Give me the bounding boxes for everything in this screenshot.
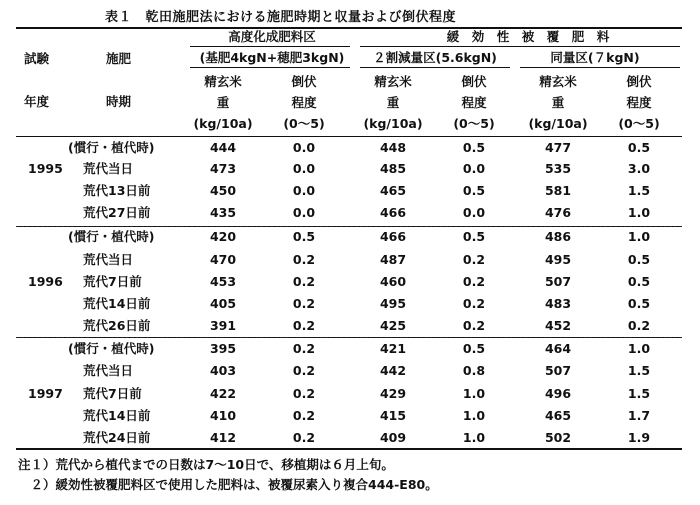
lodging-cell: 0.2 xyxy=(462,318,486,333)
yield-cell: 477 xyxy=(544,140,572,155)
yield-cell: 453 xyxy=(209,274,237,289)
yield-cell: 448 xyxy=(379,140,407,155)
timing-cell: 荒代26日前 xyxy=(83,318,151,333)
yield-cell: 452 xyxy=(544,318,572,333)
yield-cell: 473 xyxy=(209,161,237,176)
yield-cell: 395 xyxy=(209,341,237,356)
timing-cell: 荒代14日前 xyxy=(83,296,151,311)
yield-cell: 425 xyxy=(379,318,407,333)
lodging-cell: 0.0 xyxy=(292,140,316,155)
timing-cell: 荒代24日前 xyxy=(83,430,151,445)
footnote-1: 注１）荒代から植代までの日数は7〜10日で、移植期は６月上旬。 xyxy=(18,457,394,472)
yield-cell: 465 xyxy=(544,408,572,423)
timing-cell: 荒代13日前 xyxy=(83,183,151,198)
group-b-title: 緩 効 性 被 覆 肥 料 xyxy=(446,29,610,44)
lodging-cell: 0.5 xyxy=(292,229,316,244)
lodging-cell: 0.0 xyxy=(462,161,486,176)
yield-cell: 466 xyxy=(379,205,407,220)
yield-header-unit: (kg/10a) xyxy=(363,116,423,131)
timing-cell: 荒代当日 xyxy=(83,161,134,176)
lodging-cell: 0.2 xyxy=(462,252,486,267)
yield-cell: 415 xyxy=(379,408,407,423)
yield-cell: 470 xyxy=(209,252,237,267)
yield-cell: 495 xyxy=(544,252,572,267)
yield-cell: 581 xyxy=(544,183,572,198)
lodging-header-unit: (0〜5) xyxy=(618,116,660,131)
timing-cell: 荒代7日前 xyxy=(83,386,142,401)
year-cell: 1996 xyxy=(28,274,63,289)
yield-cell: 412 xyxy=(209,430,237,445)
yield-cell: 496 xyxy=(544,386,572,401)
lodging-cell: 0.8 xyxy=(462,363,486,378)
lodging-header-l2: 程度 xyxy=(626,95,652,110)
yield-cell: 485 xyxy=(379,161,407,176)
yield-cell: 483 xyxy=(544,296,572,311)
timing-cell: 荒代当日 xyxy=(83,363,134,378)
header-bottom-rule xyxy=(16,136,682,137)
yield-cell: 495 xyxy=(379,296,407,311)
yield-cell: 420 xyxy=(209,229,237,244)
group-b2-underline xyxy=(520,67,680,68)
yield-header-l2: 重 xyxy=(216,95,230,110)
group-a-subtitle: (基肥4kgN+穂肥3kgN) xyxy=(199,50,345,65)
lodging-cell: 0.2 xyxy=(462,296,486,311)
lodging-header-unit: (0〜5) xyxy=(283,116,325,131)
group-b-underline xyxy=(360,46,680,47)
timing-cell: 荒代27日前 xyxy=(83,205,151,220)
bottom-rule xyxy=(16,448,682,450)
yield-header-l1: 精玄米 xyxy=(539,74,577,89)
lodging-cell: 0.5 xyxy=(462,229,486,244)
group-b1-title: ２割減量区(5.6kgN) xyxy=(373,50,497,65)
lodging-cell: 0.2 xyxy=(627,318,651,333)
lodging-cell: 0.5 xyxy=(462,341,486,356)
header-time-bottom: 時期 xyxy=(106,94,132,109)
lodging-cell: 0.0 xyxy=(292,183,316,198)
lodging-cell: 0.2 xyxy=(292,341,316,356)
footnote-2: ２）緩効性被覆肥料区で使用した肥料は、被覆尿素入り複合444-E80。 xyxy=(18,477,438,492)
yield-cell: 444 xyxy=(209,140,237,155)
lodging-cell: 1.7 xyxy=(627,408,651,423)
yield-cell: 403 xyxy=(209,363,237,378)
lodging-header-l1: 倒伏 xyxy=(626,74,652,89)
year-divider xyxy=(16,226,682,227)
lodging-cell: 0.2 xyxy=(292,274,316,289)
header-year-bottom: 年度 xyxy=(24,94,50,109)
lodging-cell: 0.5 xyxy=(627,140,651,155)
group-a-sub-underline xyxy=(190,67,350,68)
yield-cell: 435 xyxy=(209,205,237,220)
header-time-top: 施肥 xyxy=(106,51,132,66)
timing-cell: 荒代14日前 xyxy=(83,408,151,423)
yield-header-l2: 重 xyxy=(551,95,565,110)
lodging-cell: 0.5 xyxy=(627,252,651,267)
yield-cell: 507 xyxy=(544,363,572,378)
lodging-cell: 1.0 xyxy=(627,205,651,220)
lodging-header-l2: 程度 xyxy=(461,95,487,110)
group-b1-underline xyxy=(360,67,510,68)
lodging-cell: 1.0 xyxy=(627,341,651,356)
lodging-header-l1: 倒伏 xyxy=(291,74,317,89)
lodging-cell: 1.5 xyxy=(627,183,651,198)
header-year-top: 試験 xyxy=(24,51,50,66)
yield-cell: 465 xyxy=(379,183,407,198)
lodging-cell: 0.5 xyxy=(627,296,651,311)
lodging-cell: 0.0 xyxy=(292,161,316,176)
year-divider xyxy=(16,337,682,338)
lodging-cell: 3.0 xyxy=(627,161,651,176)
lodging-cell: 0.5 xyxy=(462,183,486,198)
table-title: 表１ 乾田施肥法における施肥時期と収量および倒伏程度 xyxy=(105,10,457,25)
timing-cell: (慣行・植代時) xyxy=(68,229,155,244)
lodging-cell: 0.2 xyxy=(292,408,316,423)
lodging-cell: 0.2 xyxy=(292,252,316,267)
lodging-cell: 0.2 xyxy=(292,363,316,378)
lodging-cell: 1.5 xyxy=(627,386,651,401)
yield-cell: 466 xyxy=(379,229,407,244)
yield-cell: 429 xyxy=(379,386,407,401)
lodging-cell: 1.9 xyxy=(627,430,651,445)
yield-cell: 442 xyxy=(379,363,407,378)
yield-header-unit: (kg/10a) xyxy=(193,116,253,131)
group-a-underline xyxy=(190,46,350,47)
lodging-header-unit: (0〜5) xyxy=(453,116,495,131)
lodging-header-l1: 倒伏 xyxy=(461,74,487,89)
lodging-header-l2: 程度 xyxy=(291,95,317,110)
lodging-cell: 1.0 xyxy=(462,430,486,445)
yield-cell: 460 xyxy=(379,274,407,289)
timing-cell: 荒代7日前 xyxy=(83,274,142,289)
year-cell: 1995 xyxy=(28,161,63,176)
yield-header-unit: (kg/10a) xyxy=(528,116,588,131)
lodging-cell: 0.2 xyxy=(292,296,316,311)
yield-header-l2: 重 xyxy=(386,95,400,110)
yield-header-l1: 精玄米 xyxy=(204,74,242,89)
yield-cell: 486 xyxy=(544,229,572,244)
yield-cell: 409 xyxy=(379,430,407,445)
yield-cell: 535 xyxy=(544,161,572,176)
lodging-cell: 1.5 xyxy=(627,363,651,378)
lodging-cell: 0.2 xyxy=(292,318,316,333)
yield-cell: 502 xyxy=(544,430,572,445)
timing-cell: (慣行・植代時) xyxy=(68,341,155,356)
timing-cell: 荒代当日 xyxy=(83,252,134,267)
yield-cell: 476 xyxy=(544,205,572,220)
lodging-cell: 1.0 xyxy=(462,386,486,401)
lodging-cell: 0.0 xyxy=(462,205,486,220)
yield-cell: 422 xyxy=(209,386,237,401)
yield-cell: 507 xyxy=(544,274,572,289)
lodging-cell: 0.5 xyxy=(462,140,486,155)
yield-cell: 464 xyxy=(544,341,572,356)
lodging-cell: 0.2 xyxy=(292,430,316,445)
lodging-cell: 0.5 xyxy=(627,274,651,289)
yield-cell: 450 xyxy=(209,183,237,198)
yield-cell: 405 xyxy=(209,296,237,311)
yield-cell: 487 xyxy=(379,252,407,267)
yield-cell: 421 xyxy=(379,341,407,356)
lodging-cell: 0.0 xyxy=(292,205,316,220)
lodging-cell: 0.2 xyxy=(292,386,316,401)
yield-cell: 391 xyxy=(209,318,237,333)
lodging-cell: 1.0 xyxy=(627,229,651,244)
group-a-title: 高度化成肥料区 xyxy=(228,29,316,44)
group-b2-title: 同量区(７kgN) xyxy=(550,50,640,65)
yield-cell: 410 xyxy=(209,408,237,423)
year-cell: 1997 xyxy=(28,386,63,401)
yield-header-l1: 精玄米 xyxy=(374,74,412,89)
lodging-cell: 0.2 xyxy=(462,274,486,289)
timing-cell: (慣行・植代時) xyxy=(68,140,155,155)
lodging-cell: 1.0 xyxy=(462,408,486,423)
